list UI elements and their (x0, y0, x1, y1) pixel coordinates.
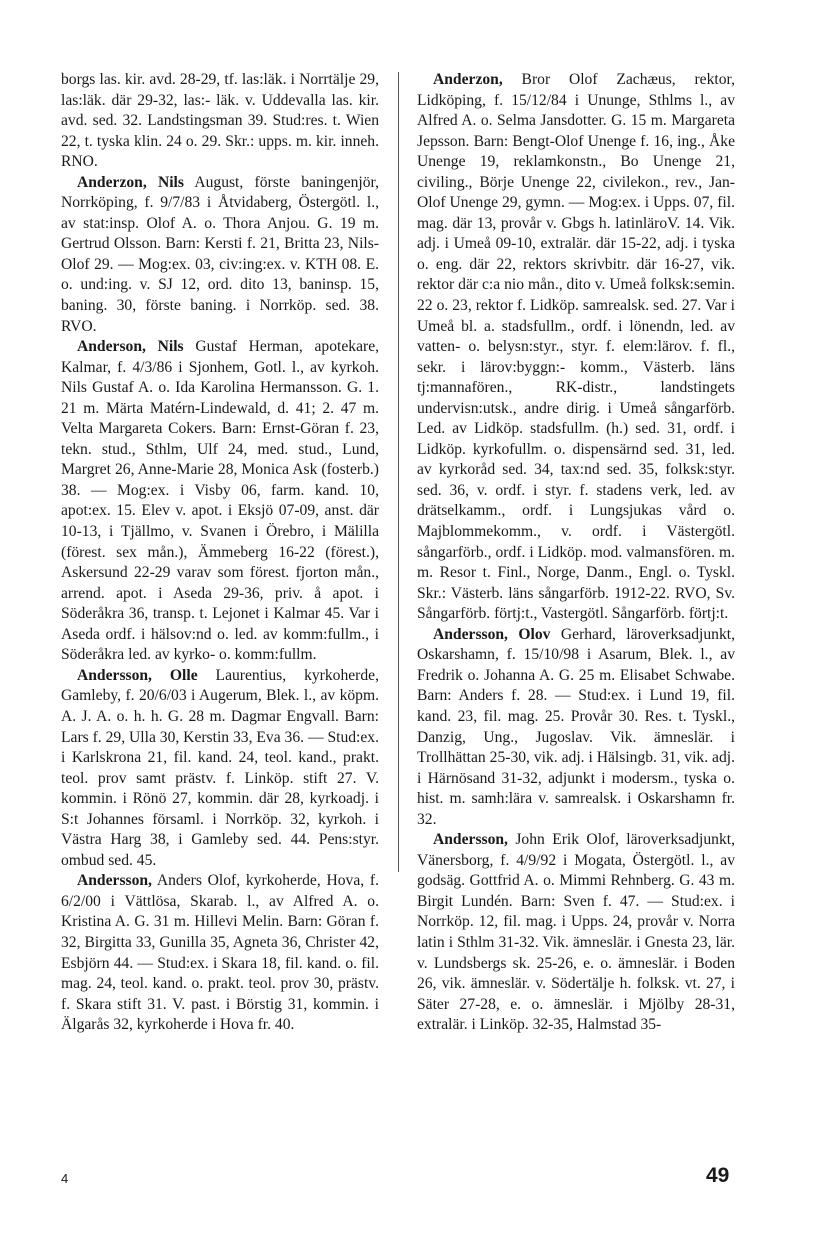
right-column (417, 70, 735, 1036)
biography-entry (61, 70, 379, 173)
biography-entry (417, 70, 735, 625)
entry-name: Andersson, (433, 831, 508, 849)
entry-name: Anderson, Nils (77, 338, 184, 356)
entry-name: Anderzon, Nils (77, 173, 184, 191)
entry-text: Bror Olof Zachæus, rektor, Lidköping, f. 15/12/84 i Ununge, Sthlms l., av Alfred A. o. Selma Jansdotter. G. 15 m. Margareta Jepsson. Barn: Bengt-Olof Unenge f. 16, ing., Åke Unenge 19, reklamkonstn., Bo Unenge 21, civiling., Börje Unenge 22, civilekon., rev., Jan-Olof Unenge 29, gymn. — Mog:ex. i Upps. 07, fil. mag. där 13, provår v. Gbgs h. latinläroV. 14. Vik. adj. i Umeå 09-10, extralär. där 15-22, adj. i tyska o. eng. där 22, rektors skrivbitr. där 16-27, vik. rektor där c:a nio mån., dito v. Umeå folksk:semin. 22 o. 23, rektor f. Lidköp. samrealsk. sed. 27. Var i Umeå bl. a. stadsfullm., ordf. i lönendn, led. av vatten- o. belysn:styr., styr. f. elem:lärov. f. fl., sekr. i lärov:byggn:- komm., Västerb. läns tj:mannafören., RK-distr., landstingets undervisn:utsk., andre dirig. i Umeå sångarförb. Led. av Lidköp. stadsfullm. (h.) sed. 31, ordf. i Lidköp. kyrkofullm. o. dispensärnd sed. 31, led. av kyrkoråd sed. 34, tax:nd sed. 35, folksk:styr. sed. 36, v. ordf. i styr. f. stadens verk, led. av drätselkamm., ordf. i Lungsjukas vård o. Majblommekomm., v. ordf. i Västergötl. sångarförb., ordf. i Lidköp. mod. valmansfören. m. m. Resor t. Finl., Norge, Danm., Engl. o. Tyskl. Skr.: Västerb. läns sångarförb. 1912-22. RVO, Sv. Sångarförb. förtj:t., Vastergötl. Sångarförb. förtj:t. (417, 71, 735, 623)
entry-text: Gerhard, läroverksadjunkt, Oskarshamn, f. 15/10/98 i Asarum, Blek. l., av Fredrik o. Johanna A. G. 25 m. Elisabet Schwabe. Barn: Anders f. 28. — Stud:ex. i Lund 19, fil. kand. 23, fil. mag. 25. Provår 30. Res. t. Tyskl., Danzig, Ung., Jugoslav. Vik. ämneslär. i Trollhättan 25-30, vik. adj. i Hälsingb. 31, vik. adj. i Härnösand 31-32, adjunkt i modersm., tyska o. hist. m. samh:lära v. samrealsk. i Oskarshamn fr. 32. (417, 625, 735, 828)
biography-entry (61, 337, 379, 666)
entry-text: Gustaf Herman, apotekare, Kalmar, f. 4/3/86 i Sjonhem, Gotl. l., av kyrkoh. Nils Gustaf A. o. Ida Karolina Hermansson. G. 1. 21 m. Märta Matérn-Lindewald, d. 41; 2. 47 m. Velta Margareta Cokers. Barn: Ernst-Göran f. 23, tekn. stud., Sthlm, Ulf 24, med. stud., Lund, Margret 26, Anne-Marie 28, Monica Ask (fosterb.) 38. — Mog:ex. i Visby 06, farm. kand. 10, apot:ex. 15. Elev v. apot. i Eksjö 07-09, anst. där 10-13, i Tjällmo, v. Svanen i Örebro, i Mälilla (förest. sex mån.), Ämmeberg 16-22 (förest.), Askersund 22-29 varav som förest. fjorton mån., arrend. apot. i Aseda 29-36, priv. å apot. i Söderåkra 36, transp. t. Lejonet i Kalmar 45. Var i Aseda ordf. i hälsov:nd o. led. av komm:fullm., i Söderåkra led. av kyrko- o. komm:fullm. (61, 338, 380, 664)
entry-name: Andersson, Olle (77, 666, 198, 684)
entry-name: Andersson, (77, 872, 152, 890)
entry-text: borgs las. kir. avd. 28-29, tf. las:läk. i Norrtälje 29, las:läk. där 29-32, las:- läk. v. Uddevalla las. kir. avd. sed. 32. Landstingsman 39. Stud:res. t. Wien 22, t. tyska klin. 24 o. 29. Skr.: upps. m. kir. inneh. RNO. (61, 71, 379, 171)
entry-name: Andersson, Olov (433, 625, 551, 643)
entry-name: Anderzon, (433, 71, 503, 88)
biography-entry (61, 173, 379, 337)
entry-text: August, förste baningenjör, Norrköping, f. 9/7/83 i Åtvidaberg, Östergötl. l., av stat:insp. Olof A. o. Thora Anjou. G. 19 m. Gertrud Olsson. Barn: Kersti f. 21, Britta 23, Nils-Olof 29. — Mog:ex. 03, civ:ing:ex. v. KTH 08. E. o. und:ing. v. SJ 12, ord. dito 13, baninsp. 15, baning. 30, förste baning. i Norrköp. sed. 38. RVO. (61, 173, 379, 335)
page-number: 49 (706, 1164, 730, 1187)
biography-entry (61, 871, 379, 1035)
biography-entry (417, 830, 735, 1035)
entry-text: Anders Olof, kyrkoherde, Hova, f. 6/2/00 i Vättlösa, Skarab. l., av Alfred A. o. Kristina A. G. 31 m. Hillevi Melin. Barn: Göran f. 32, Birgitta 33, Gunilla 35, Agneta 36, Christer 42, Esbjörn 44. — Stud:ex. i Skara 18, fil. kand. o. fil. mag. 24, teol. kand. o. prakt. teol. prov 30, prästv. f. Skara stift 31. V. past. i Börstig 31, kommin. i Älgarås 32, kyrkoherde i Hova fr. 40. (61, 872, 379, 1034)
entry-text: John Erik Olof, läroverksadjunkt, Vänersborg, f. 4/9/92 i Mogata, Östergötl. l., av godsäg. Gottfrid A. o. Mimmi Rehnberg. G. 43 m. Birgit Lundén. Barn: Sven f. 47. — Stud:ex. i Norrköp. 12, fil. mag. i Upps. 24, provår v. Norra latin i Sthlm 31-32. Vik. ämneslär. i Gnesta 23, lär. v. Lundsbergs sk. 25-26, e. o. ämneslär. i Boden 26, vik. ämneslär. v. Södertälje h. folksk. vt. 27, i Säter 27-28, e. o. ämneslär. i Mjölby 28-31, extralär. i Linköp. 32-35, Halmstad 35- (417, 831, 735, 1034)
signature-mark: 4 (61, 1171, 69, 1186)
biography-entry (417, 625, 735, 830)
column-divider (398, 72, 399, 872)
entry-text: Laurentius, kyrkoherde, Gamleby, f. 20/6/03 i Augerum, Blek. l., av köpm. A. J. A. o. h. h. G. 28 m. Dagmar Engvall. Barn: Lars f. 29, Ulla 30, Kerstin 33, Eva 36. — Stud:ex. i Karlskrona 21, fil. kand. 24, teol. kand., prakt. teol. prov samt prästv. f. Linköp. stift 27. V. kommin. i Rönö 27, kommin. där 28, kyrkoadj. i S:t Johannes församl. i Norrköp. 32, kyrkoh. i Västra Harg 38, i Gamleby sed. 44. Pens:styr. ombud sed. 45. (61, 666, 379, 869)
left-column (61, 70, 379, 1036)
biography-entry (61, 666, 379, 871)
